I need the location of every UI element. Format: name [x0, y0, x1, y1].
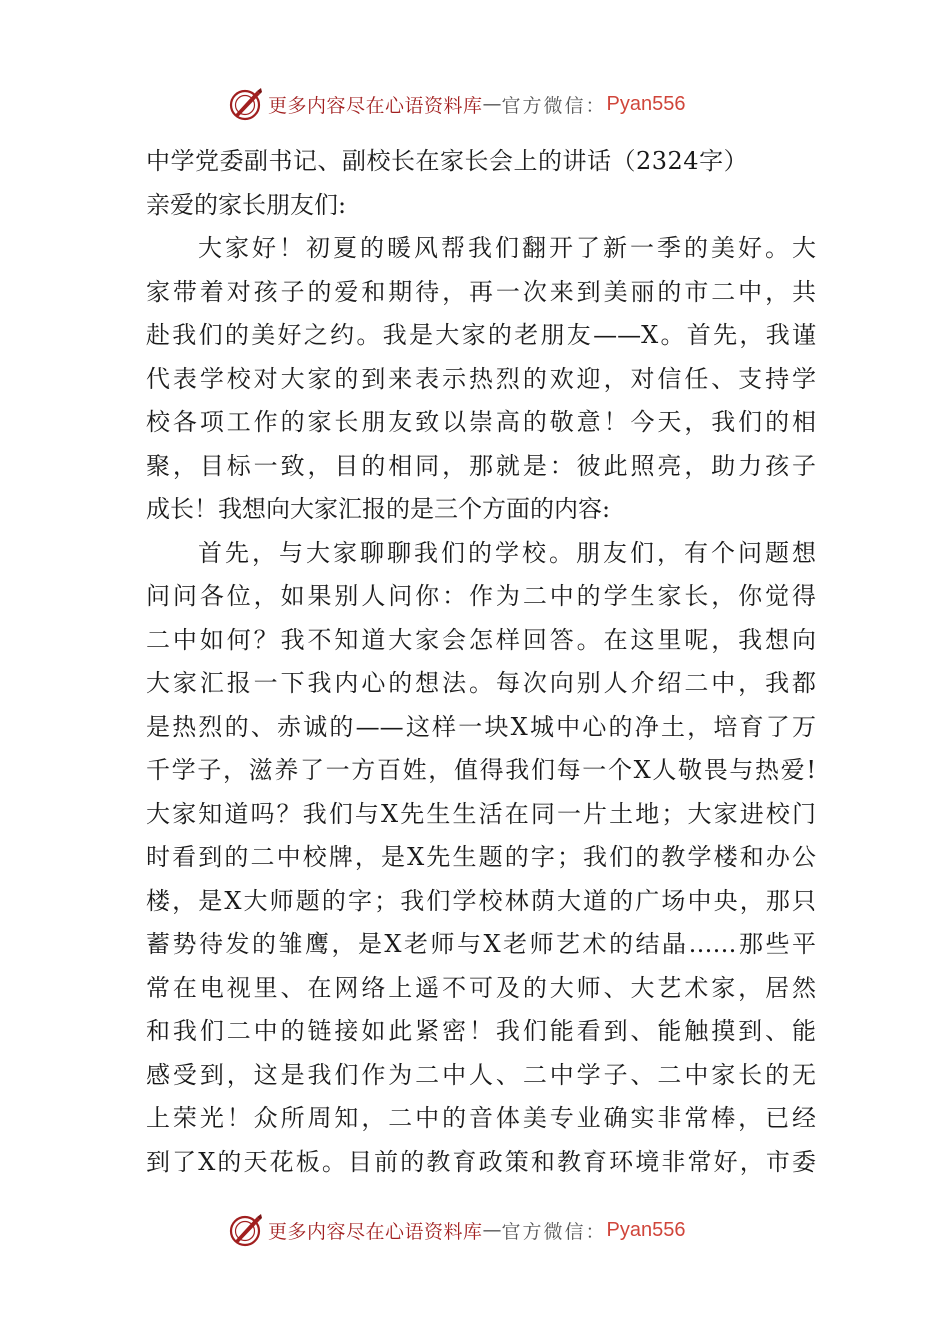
paragraph-line: 和我们二中的链接如此紧密！我们能看到、能触摸到、能 — [146, 1017, 816, 1045]
paragraph-line: 成长！我想向大家汇报的是三个方面的内容: — [146, 495, 611, 523]
paragraph-line: 家带着对孩子的爱和期待，再一次来到美丽的市二中，共 — [146, 277, 816, 306]
paragraph-line: 问问各位，如果别人问你：作为二中的学生家长，你觉得 — [146, 582, 816, 610]
watermark-separator: — — [482, 93, 502, 115]
paragraph-line: 常在电视里、在网络上遥不可及的大师、大艺术家，居然 — [146, 973, 816, 1002]
paragraph-line: 到了X的天花板。目前的教育政策和教育环境非常好，市委 — [146, 1147, 816, 1176]
watermark-wechat-id: Pyan556 — [606, 1218, 686, 1241]
watermark-wechat-id: Pyan556 — [606, 92, 686, 115]
paragraph-line: 赴我们的美好之约。我是大家的老朋友——X。首先，我谨 — [146, 321, 816, 349]
paragraph-line: 是热烈的、赤诚的——这样一块X城中心的净土，培育了万 — [146, 712, 816, 741]
paragraph-line: 大家汇报一下我内心的想法。每次向别人介绍二中，我都 — [146, 669, 816, 697]
document-title: 中学党委副书记、副校长在家长会上的讲话（2324字） — [146, 147, 749, 175]
watermark-separator: — — [482, 1219, 502, 1241]
paragraph-line: 二中如何？我不知道大家会怎样回答。在这里呢，我想向 — [146, 625, 816, 654]
paragraph-line: 感受到，这是我们作为二中人、二中学子、二中家长的无 — [146, 1060, 816, 1089]
paragraph-line: 时看到的二中校牌，是X先生题的字；我们的教学楼和办公 — [146, 843, 816, 871]
watermark-wechat-label: 官方微信： — [501, 1220, 607, 1243]
watermark-text: 更多内容尽在心语资料库 — [268, 1220, 483, 1243]
paragraph-line: 上荣光！众所周知，二中的音体美专业确实非常棒，已经 — [146, 1104, 816, 1132]
pen-circle-logo-icon — [228, 1212, 264, 1248]
paragraph-line: 千学子，滋养了一方百姓，值得我们每一个X人敬畏与热爱! — [146, 756, 816, 784]
greeting: 亲爱的家长朋友们: — [146, 190, 347, 219]
watermark-wechat-label: 官方微信： — [501, 94, 607, 117]
paragraph-line: 聚，目标一致，目的相同，那就是：彼此照亮，助力孩子 — [146, 451, 816, 480]
document-body — [146, 140, 816, 1184]
watermark-text: 更多内容尽在心语资料库 — [268, 94, 483, 117]
paragraph-line: 大家知道吗？我们与X先生生活在同一片土地；大家进校门 — [146, 799, 816, 828]
watermark-banner-top — [228, 84, 748, 124]
watermark-banner-bottom — [228, 1210, 748, 1250]
paragraph-line: 大家好！初夏的暖风帮我们翻开了新一季的美好。大 — [198, 234, 816, 262]
paragraph-line: 楼，是X大师题的字；我们学校林荫大道的广场中央，那只 — [146, 886, 816, 915]
paragraph-line: 校各项工作的家长朋友致以崇高的敬意！今天，我们的相 — [146, 408, 816, 436]
paragraph-line: 代表学校对大家的到来表示热烈的欢迎，对信任、支持学 — [146, 364, 816, 393]
paragraph-line: 首先，与大家聊聊我们的学校。朋友们，有个问题想 — [198, 538, 816, 567]
paragraph-line: 蓄势待发的雏鹰，是X老师与X老师艺术的结晶……那些平 — [146, 930, 816, 958]
pen-circle-logo-icon — [228, 86, 264, 122]
